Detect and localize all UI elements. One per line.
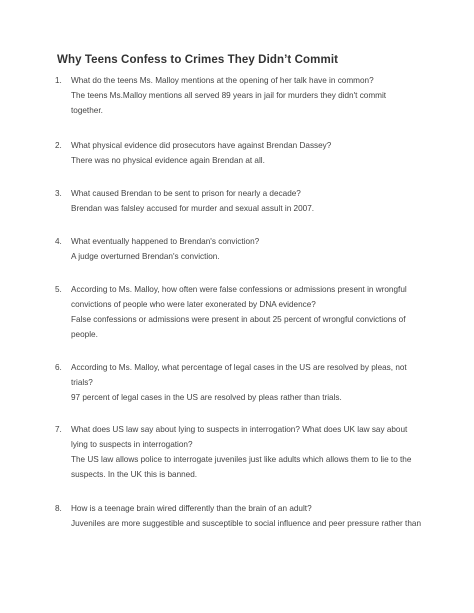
question-text: What eventually happened to Brendan's conviction?: [71, 237, 260, 246]
question-number: 7.: [55, 425, 62, 434]
question-text: What caused Brendan to be sent to prison for nearly a decade?: [71, 189, 301, 198]
answer-text: The US law allows police to interrogate juveniles just like adults which allows them to lie to the: [71, 455, 412, 464]
answer-text: Juveniles are more suggestible and susceptible to social influence and peer pressure rather than: [71, 519, 421, 528]
question-text: lying to suspects in interrogation?: [71, 440, 193, 449]
question-text: How is a teenage brain wired differently than the brain of an adult?: [71, 504, 312, 513]
question-text: convictions of people who were later exonerated by DNA evidence?: [71, 300, 316, 309]
question-item: [55, 501, 431, 531]
question-number: 5.: [55, 285, 62, 294]
question-number: 2.: [55, 141, 62, 150]
question-text: According to Ms. Malloy, what percentage of legal cases in the US are resolved by pleas, not: [71, 363, 407, 372]
question-item: [55, 282, 431, 342]
question-item: [55, 73, 431, 118]
question-text: What does US law say about lying to suspects in interrogation? What does UK law say about: [71, 425, 408, 434]
answer-text: people.: [71, 330, 98, 339]
question-number: 4.: [55, 237, 62, 246]
answer-text: together.: [71, 106, 103, 115]
answer-text: A judge overturned Brendan's conviction.: [71, 252, 220, 261]
document-title: Why Teens Confess to Crimes They Didn’t Commit: [57, 54, 339, 66]
answer-text: Brendan was falsley accused for murder and sexual assult in 2007.: [71, 204, 315, 213]
answer-text: suspects. In the UK this is banned.: [71, 470, 198, 479]
answer-text: There was no physical evidence again Brendan at all.: [71, 156, 265, 165]
question-item: [55, 186, 431, 216]
question-text: What do the teens Ms. Malloy mentions at the opening of her talk have in common?: [71, 76, 374, 85]
question-item: [55, 360, 431, 405]
question-text: trials?: [71, 378, 93, 387]
question-item: [55, 422, 431, 482]
question-number: 6.: [55, 363, 62, 372]
question-text: According to Ms. Malloy, how often were false confessions or admissions present in wrongful: [71, 285, 407, 294]
question-item: [55, 138, 431, 168]
question-number: 8.: [55, 504, 62, 513]
question-number: 1.: [55, 76, 62, 85]
question-text: What physical evidence did prosecutors have against Brendan Dassey?: [71, 141, 332, 150]
answer-text: False confessions or admissions were present in about 25 percent of wrongful convictions of: [71, 315, 406, 324]
question-number: 3.: [55, 189, 62, 198]
answer-text: 97 percent of legal cases in the US are resolved by pleas rather than trials.: [71, 393, 342, 402]
question-item: [55, 234, 431, 264]
answer-text: The teens Ms.Malloy mentions all served 89 years in jail for murders they didn't commit: [71, 91, 387, 100]
